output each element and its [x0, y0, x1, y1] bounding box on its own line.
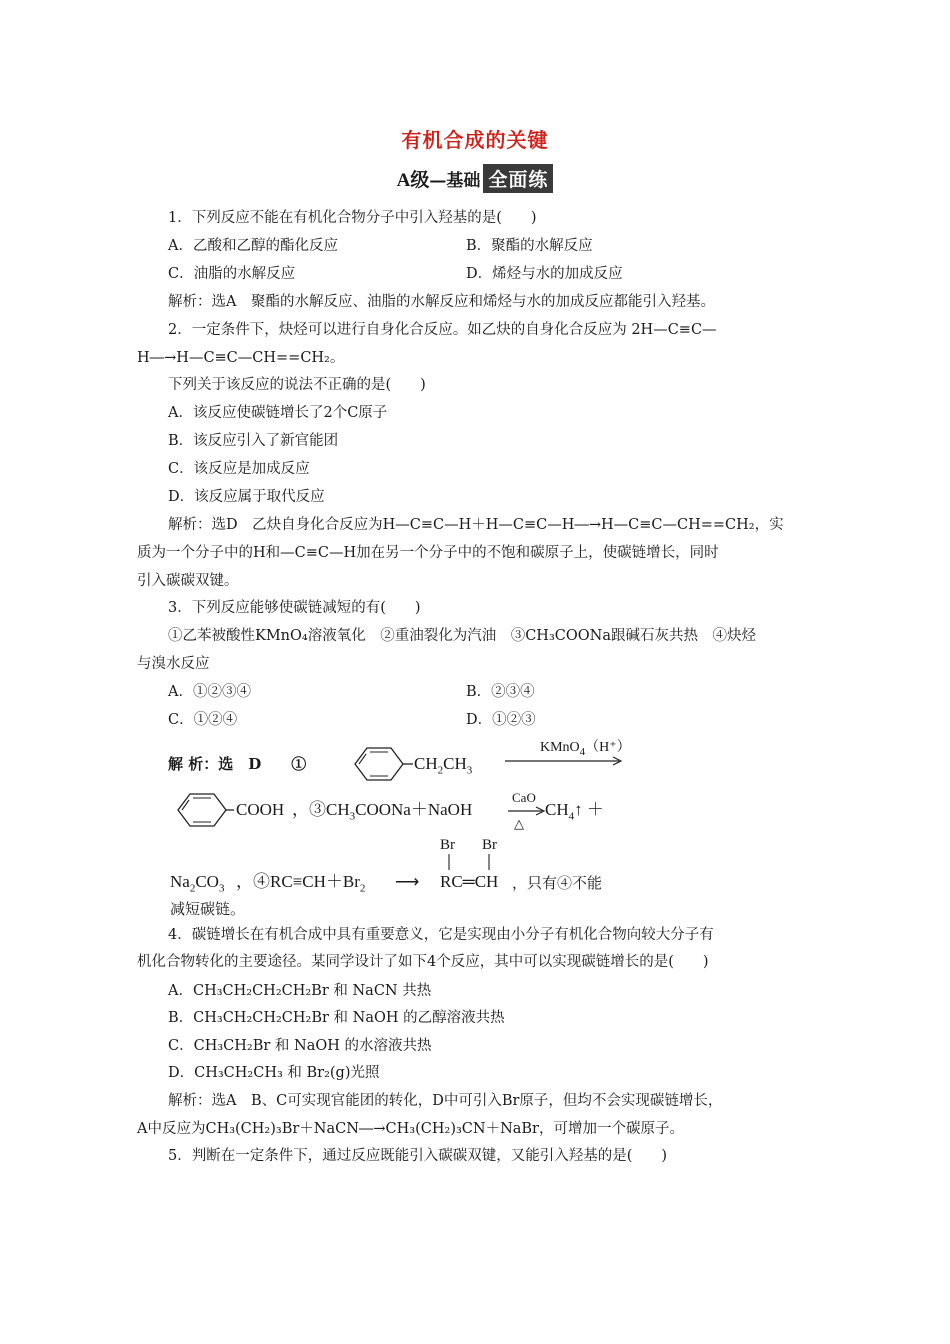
q3-solution-label: 解 析：选 D ①: [168, 755, 307, 773]
q3-items-line2: 与溴水反应: [137, 656, 210, 672]
q4-option-a: A．CH₃CH₂CH₂CH₂Br 和 NaCN 共热: [168, 983, 432, 999]
q4-stem-line2: 机化合物转化的主要途径。某同学设计了如下4个反应，其中可以实现碳链增长的是( ): [137, 954, 709, 970]
q1-option-d: D．烯烃与水的加成反应: [466, 266, 623, 282]
q1-option-b: B．聚酯的水解反应: [466, 238, 593, 254]
level-badge: 全面练: [483, 164, 553, 193]
section-heading: [0, 164, 950, 193]
bond-lines-icon: [444, 854, 494, 872]
q3-option-d: D．①②③: [466, 712, 536, 728]
q2-analysis-line3: 引入碳碳双键。: [137, 573, 239, 589]
level-dash: —: [429, 171, 447, 191]
q2-analysis-line1: 解析：选D 乙炔自身化合反应为H—C≡C—H＋H—C≡C—H―→H—C≡C—CH==CH₂，实: [168, 517, 784, 533]
kmno4-condition: KMnO$_4$（H⁺）: [540, 740, 631, 758]
reaction-4: ，$④RC\equiv CH+Br_2$: [236, 872, 366, 895]
q3-option-b: B．②③④: [466, 684, 535, 700]
q3-stem: 3．下列反应能够使碳链减短的有( ): [168, 600, 421, 616]
bromine-right: Br: [482, 837, 497, 853]
q2-analysis-line2: 质为一个分子中的H和—C≡C—H加在另一个分子中的不饱和碳原子上，使碳链增长，同时: [137, 545, 719, 561]
q4-option-c: C．CH₃CH₂Br 和 NaOH 的水溶液共热: [168, 1038, 432, 1054]
q1-option-c: C．油脂的水解反应: [168, 266, 296, 282]
cao-condition: CaO: [512, 790, 536, 805]
carboxyl-group: COOH: [236, 800, 285, 819]
heat-condition: △: [514, 816, 524, 831]
reaction-4-arrow: ⟶: [395, 872, 420, 891]
q2-stem-line1: 2．一定条件下，炔烃可以进行自身化合反应。如乙炔的自身化合反应为 2H—C≡C—: [168, 322, 717, 338]
sodium-carbonate: $Na_2CO_3$: [170, 872, 225, 895]
q1-analysis: 解析：选A 聚酯的水解反应、油脂的水解反应和烯烃与水的加成反应都能引入羟基。: [168, 294, 715, 310]
q3-items-line1: ①乙苯被酸性KMnO₄溶液氧化 ②重油裂化为汽油 ③CH₃COONa跟碱石灰共热 ④炔烃: [168, 628, 756, 644]
q4-option-d: D．CH₃CH₂CH₃ 和 Br₂(g)光照: [168, 1065, 380, 1081]
ethyl-group: $CH_2CH_3$: [414, 754, 473, 777]
methane-product: $CH_4↑$ ＋: [545, 800, 604, 823]
q3-option-c: C．①②④: [168, 712, 238, 728]
q2-stem-line2: H―→H—C≡C—CH==CH₂。: [137, 350, 345, 366]
q4-stem-line1: 4．碳链增长在有机合成中具有重要意义，它是实现由小分子有机化合物向较大分子有: [168, 927, 714, 943]
q2-stem-line3: 下列关于该反应的说法不正确的是( ): [168, 377, 426, 393]
q5-stem: 5．判断在一定条件下，通过反应既能引入碳碳双键，又能引入羟基的是( ): [168, 1148, 668, 1164]
q4-analysis-line1: 解析：选A B、C可实现官能团的转化，D中可引入Br原子，但均不会实现碳链增长，: [168, 1093, 723, 1109]
q4-analysis-line2: A中反应为CH₃(CH₂)₃Br＋NaCN―→CH₃(CH₂)₃CN＋NaBr，可增加一个碳原子。: [137, 1121, 684, 1137]
solution-tail: 减短碳链。: [170, 900, 246, 918]
benzene-ring-icon: [178, 792, 228, 828]
page-title: 有机合成的关键: [401, 128, 549, 152]
q4-option-b: B．CH₃CH₂CH₂CH₂Br 和 NaOH 的乙醇溶液共热: [168, 1010, 505, 1026]
solution-conclusion: ，只有④不能: [512, 874, 603, 892]
reaction-3: ，$③CH_3COONa+NaOH$: [292, 800, 473, 823]
q3-option-a: A．①②③④: [168, 684, 251, 700]
dibromo-product: RC═CH: [440, 872, 499, 891]
q1-option-a: A．乙酸和乙醇的酯化反应: [168, 238, 338, 254]
level-base: 基础: [446, 171, 481, 191]
reaction-arrow-icon: [505, 756, 625, 766]
q2-option-d: D．该反应属于取代反应: [168, 489, 325, 505]
q2-option-b: B．该反应引入了新官能团: [168, 433, 339, 449]
benzene-ring-icon: [355, 746, 405, 782]
q2-option-a: A．该反应使碳链增长了2个C原子: [168, 405, 388, 421]
bromine-left: Br: [440, 837, 455, 853]
q2-option-c: C．该反应是加成反应: [168, 461, 310, 477]
q1-stem: 1．下列反应不能在有机化合物分子中引入羟基的是( ): [168, 210, 537, 226]
level-label: A级: [396, 170, 430, 191]
